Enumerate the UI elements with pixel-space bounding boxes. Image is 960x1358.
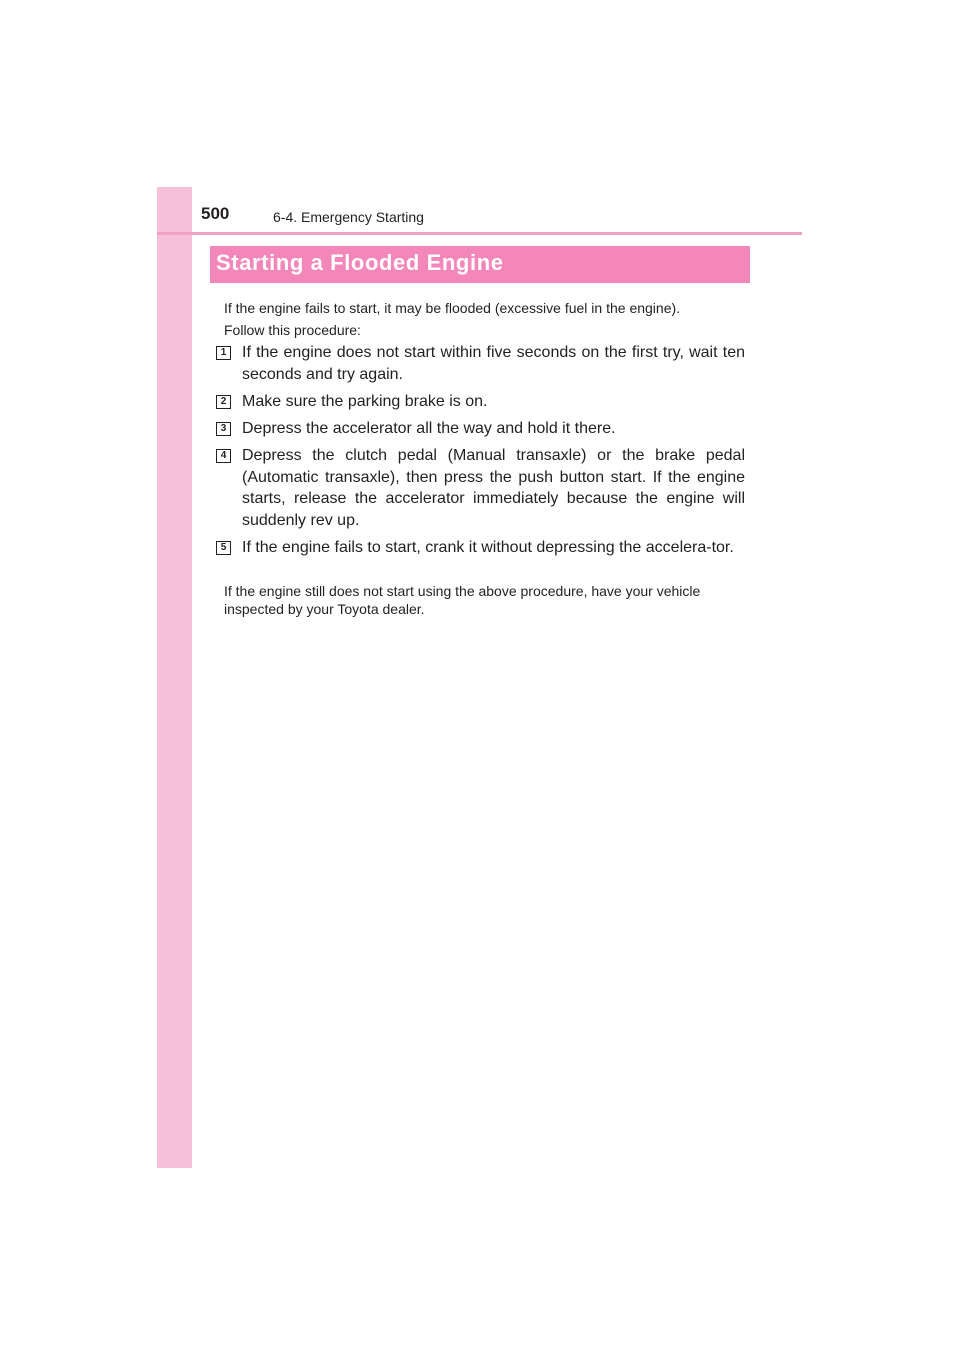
step-number-badge: 1 — [216, 346, 231, 360]
intro-line-2: Follow this procedure: — [224, 322, 361, 338]
step-text: Depress the clutch pedal (Manual transaxle) or the brake pedal (Automatic transaxle), then press the push button start. If the engine starts, release the accelerator immediately because the engine will suddenly rev up. — [242, 447, 745, 530]
title-bar — [210, 246, 750, 283]
step-number-badge: 3 — [216, 422, 231, 436]
step-text: If the engine does not start within five seconds on the first try, wait ten seconds and try again. — [242, 344, 745, 383]
page-title: Starting a Flooded Engine — [216, 250, 504, 275]
step-number-badge: 4 — [216, 449, 231, 463]
intro-line-1: If the engine fails to start, it may be flooded (excessive fuel in the engine). — [224, 300, 681, 316]
page-number: 500 — [201, 204, 230, 223]
step-text: Depress the accelerator all the way and hold it there. — [242, 420, 616, 437]
step-number-badge: 5 — [216, 541, 231, 555]
step-text: If the engine fails to start, crank it without depressing the accelera-tor. — [242, 539, 734, 556]
step-number-badge: 2 — [216, 395, 231, 409]
side-color-band — [157, 187, 192, 1168]
step-text: Make sure the parking brake is on. — [242, 393, 488, 410]
header-rule — [157, 232, 802, 235]
footnote: If the engine still does not start using the above procedure, have your vehicle inspected by your Toyota dealer. — [224, 583, 701, 617]
section-label: 6-4. Emergency Starting — [273, 209, 424, 225]
